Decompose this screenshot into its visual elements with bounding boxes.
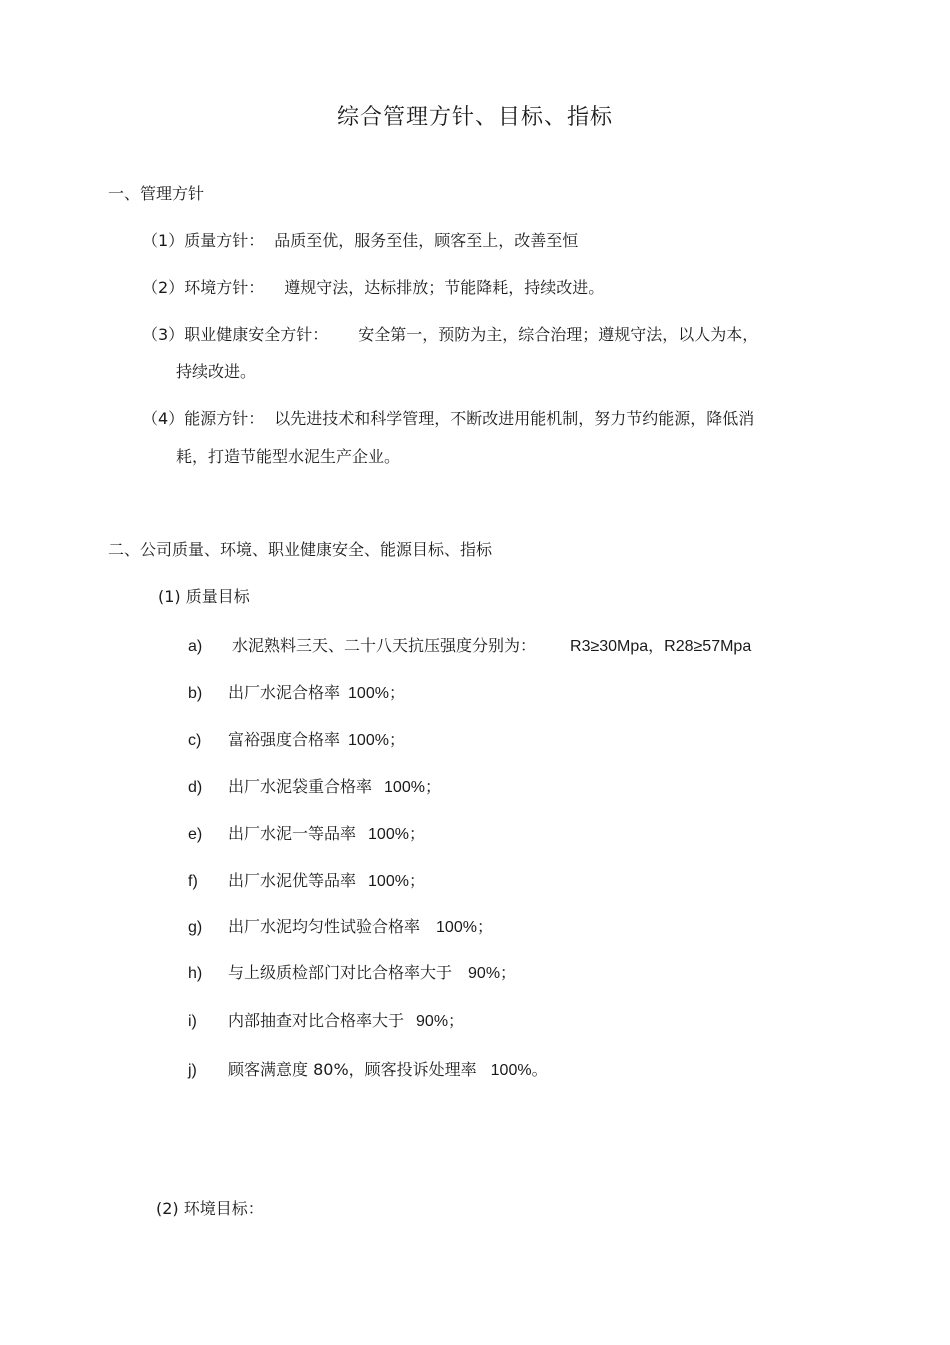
target-item-c <box>188 729 405 752</box>
item-number: （3） <box>142 325 185 344</box>
item-value: 100%。 <box>490 1062 548 1079</box>
item-text: 水泥熟料三天、二十八天抗压强度分别为： <box>232 636 537 655</box>
target-item-g <box>188 916 493 939</box>
item-letter: i) <box>188 1013 197 1030</box>
item-text: 以先进技术和科学管理，不断改进用能机制，努力节约能源，降低消 <box>274 409 755 428</box>
item-text: 出厂水泥优等品率 <box>228 871 357 890</box>
item-text: 出厂水泥均匀性试验合格率 <box>228 917 421 936</box>
item-label: 质量方针： <box>184 231 265 250</box>
item-value: 100%； <box>348 685 405 702</box>
item-value: R3≥30Mpa，R28≥57Mpa <box>570 638 752 655</box>
policy-item-ohs-continued: 持续改进。 <box>176 362 257 381</box>
item-text: 出厂水泥袋重合格率 <box>228 777 373 796</box>
policy-item-energy-continued: 耗，打造节能型水泥生产企业。 <box>176 447 401 466</box>
item-letter: e) <box>188 826 203 843</box>
item-number: （4） <box>142 409 185 428</box>
item-text: 富裕强度合格率 <box>228 730 341 749</box>
item-text: 出厂水泥合格率 <box>228 683 341 702</box>
item-value: 100%； <box>368 873 425 890</box>
item-number: （1） <box>142 231 185 250</box>
target-item-f <box>188 870 425 893</box>
item-letter: c) <box>188 732 202 749</box>
section-heading-targets: 二、公司质量、环境、职业健康安全、能源目标、指标 <box>108 540 493 559</box>
item-letter: b) <box>188 685 203 702</box>
item-letter: h) <box>188 965 203 982</box>
item-letter: f) <box>188 873 198 890</box>
policy-item-environment <box>142 277 604 299</box>
target-item-h <box>188 962 516 985</box>
item-label: 环境方针： <box>184 278 265 297</box>
target-item-b <box>188 682 405 705</box>
item-text: 出厂水泥一等品率 <box>228 824 357 843</box>
item-label: 能源方针： <box>184 409 265 428</box>
item-value: 100%； <box>348 732 405 749</box>
item-text: 安全第一，预防为主，综合治理；遵规守法，以人为本， <box>358 325 759 344</box>
subsection-quality-targets: (1) 质量目标 <box>158 587 250 606</box>
policy-item-energy <box>142 408 754 430</box>
item-value: 100%； <box>436 919 493 936</box>
target-item-i <box>188 1010 464 1033</box>
target-item-d <box>188 776 441 799</box>
item-text: 顾客满意度 80%，顾客投诉处理率 <box>228 1060 477 1079</box>
item-number: （2） <box>142 278 185 297</box>
item-letter: a) <box>188 638 203 655</box>
item-value: 90%； <box>416 1013 465 1030</box>
subsection-environment-targets: (2) 环境目标： <box>156 1199 264 1218</box>
item-text: 遵规守法，达标排放；节能降耗，持续改进。 <box>284 278 605 297</box>
section-heading-policy: 一、管理方针 <box>108 184 205 203</box>
item-letter: d) <box>188 779 203 796</box>
item-text: 与上级质检部门对比合格率大于 <box>228 963 453 982</box>
target-item-j <box>188 1059 548 1082</box>
item-letter: j) <box>188 1062 197 1079</box>
item-value: 100%； <box>384 779 441 796</box>
target-item-e <box>188 823 425 846</box>
policy-item-quality <box>142 230 578 252</box>
item-value: 90%； <box>468 965 517 982</box>
item-label: 职业健康安全方针： <box>184 325 329 344</box>
item-letter: g) <box>188 919 203 936</box>
policy-item-ohs <box>142 324 758 346</box>
item-value: 100%； <box>368 826 425 843</box>
page-title: 综合管理方针、目标、指标 <box>336 105 613 130</box>
target-item-a <box>188 635 751 658</box>
item-text: 内部抽查对比合格率大于 <box>228 1011 405 1030</box>
item-text: 品质至优，服务至佳，顾客至上，改善至恒 <box>274 231 579 250</box>
